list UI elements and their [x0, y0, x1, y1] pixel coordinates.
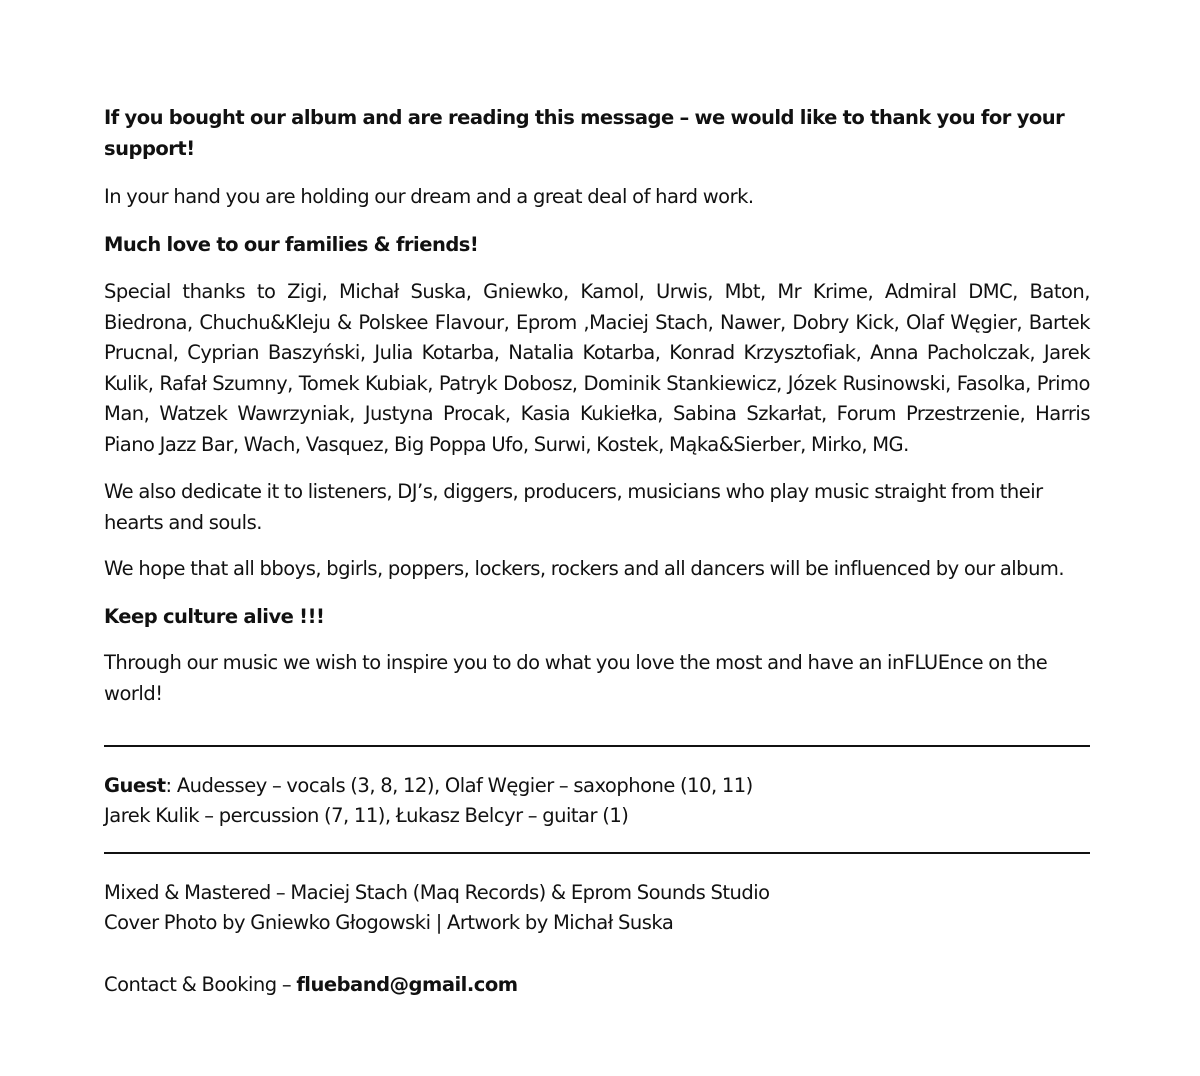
guest-label: Guest	[104, 774, 166, 797]
intro-text: In your hand you are holding our dream and a great deal of hard work.	[104, 185, 754, 208]
contact-line	[104, 970, 1090, 1001]
divider-top	[104, 745, 1090, 747]
production-credits	[104, 878, 1090, 938]
divider-bottom	[104, 852, 1090, 854]
dancers-paragraph: We hope that all bboys, bgirls, poppers, lockers, rockers and all dancers will be influenced by our album.	[104, 557, 1065, 580]
dedication-paragraph: We also dedicate it to listeners, DJ’s, diggers, producers, musicians who play music straight from their hearts and souls.	[104, 480, 1043, 534]
special-thanks-paragraph: Special thanks to Zigi, Michał Suska, Gniewko, Kamol, Urwis, Mbt, Mr Krime, Admiral DMC, Baton, Biedrona, Chuchu&Kleju & Polskee Flavour, Eprom ,Maciej Stach, Nawer, Dobry Kick, Olaf Węgier, Bartek Prucnal, Cyprian Baszyński, Julia Kotarba, Natalia Kotarba, Konrad Krzysztofiak, Anna Pacholczak, Jarek Kulik, Rafał Szumny, Tomek Kubiak, Patryk Dobosz, Dominik Stankiewicz, Józek Rusinowski, Fasolka, Primo Man, Watzek Wawrzyniak, Justyna Procak, Kasia Kukiełka, Sabina Szkarłat, Forum Przestrzenie, Harris Piano Jazz Bar, Wach, Vasquez, Big Poppa Ufo, Surwi, Kostek, Mąka&Sierber, Mirko, MG.	[104, 280, 1090, 456]
keep-culture-heading: Keep culture alive !!!	[104, 604, 325, 628]
inspire-paragraph: Through our music we wish to inspire you to do what you love the most and have an inFLUEnce on the world!	[104, 651, 1048, 705]
contact-email: flueband@gmail.com	[296, 973, 518, 996]
thanks-headline: If you bought our album and are reading this message – we would like to thank you for your support!	[104, 106, 1065, 160]
guest-line-1-text: : Audessey – vocals (3, 8, 12), Olaf Węgier – saxophone (10, 11)	[165, 774, 753, 797]
guest-credits	[104, 771, 1090, 831]
guest-line-1	[104, 771, 1090, 801]
mixing-credit: Mixed & Mastered – Maciej Stach (Maq Records) & Eprom Sounds Studio	[104, 881, 770, 904]
contact-label: Contact & Booking –	[104, 973, 297, 996]
guest-line-2: Jarek Kulik – percussion (7, 11), Łukasz Belcyr – guitar (1)	[104, 804, 629, 827]
liner-notes	[104, 103, 1090, 1001]
cover-credit: Cover Photo by Gniewko Głogowski | Artwork by Michał Suska	[104, 911, 674, 934]
families-heading: Much love to our families & friends!	[104, 232, 479, 256]
